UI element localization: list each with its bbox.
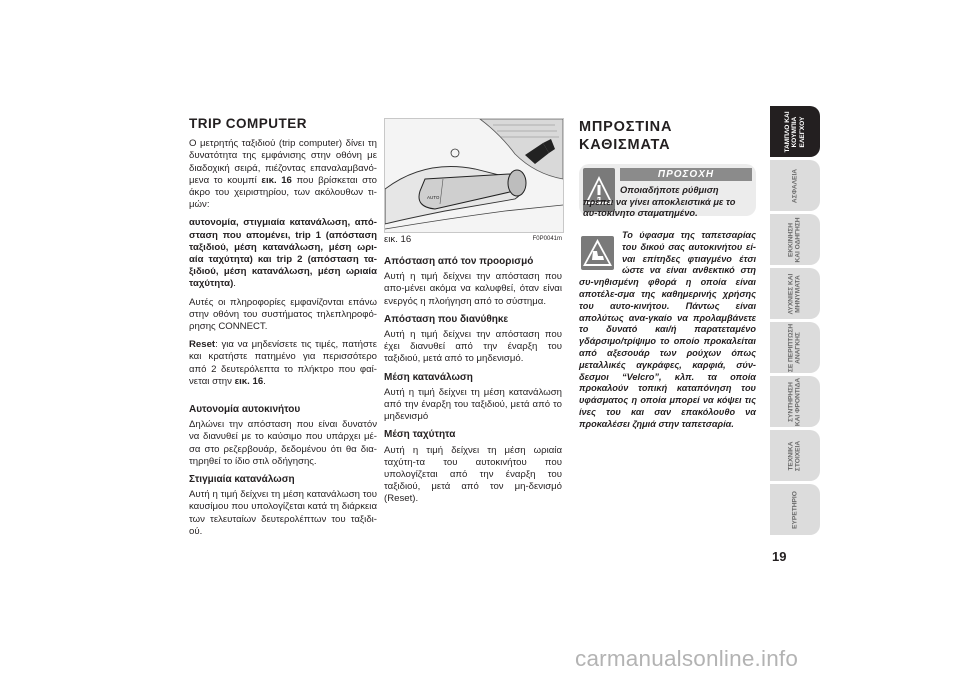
reset-paragraph bbox=[189, 339, 377, 388]
average-consumption-heading: Μέση κατανάλωση bbox=[384, 371, 473, 383]
figure-reference: εικ. 16 bbox=[261, 174, 292, 186]
tab-label: ΕΚΚΙΝΗΣΗ ΚΑΙ ΟΔΗΓΗΣΗ bbox=[787, 216, 802, 263]
reset-text: : για να μηδενίσετε τις τιμές, πατήστε και κρατήστε πατημένο για περισσότερο από 2 δευτερόλεπτα το πλήκτρο που φαί-νεται στην bbox=[189, 339, 377, 387]
tab-emergency[interactable] bbox=[770, 322, 820, 373]
tab-safety[interactable] bbox=[770, 160, 820, 211]
reset-end: . bbox=[263, 375, 266, 387]
tab-technical-data[interactable] bbox=[770, 430, 820, 481]
tab-label: ΛΥΧΝΙΕΣ ΚΑΙ ΜΗΝΥΜΑΤΑ bbox=[787, 273, 802, 314]
front-seats-title bbox=[579, 118, 756, 154]
average-consumption-text: Αυτή η τιμή δείχνει τη μέση κατανάλωση από την έναρξη του ταξιδιού, μετά από το μηδενισμό bbox=[384, 386, 562, 423]
distance-travelled-text: Αυτή η τιμή δείχνει την απόσταση που έχει διανυθεί από την έναρξη του ταξιδιού, μετά από το μηδενισμό. bbox=[384, 329, 562, 365]
connect-note: Αυτές οι πληροφορίες εμφανίζονται επάνω στην οθόνη του συστήματος τηλεπληροφό-ρησης CONNECT. bbox=[189, 296, 377, 333]
range-heading: Αυτονομία αυτοκινήτου bbox=[189, 404, 301, 416]
tab-label: ΤΑΜΠΛΟ ΚΑΙ ΚΟΥΜΠΙΑ ΕΛΕΓΧΟΥ bbox=[783, 110, 806, 153]
destination-distance-heading: Απόσταση από τον προορισμό bbox=[384, 256, 534, 267]
figure-16-lever-illustration bbox=[384, 118, 564, 233]
warning-box bbox=[579, 164, 756, 216]
seat-fabric-icon bbox=[581, 236, 614, 270]
fabric-care-text: Το ύφασμα της ταπετσαρίας του δικού σας αυτοκινήτου εί-ναι επίτηδες φτιαγμένο έτσι ώστε να είναι ανθεκτικό στη συ-νηθισμένη φθορά η οποία είναι αποτέλε-σμα της καθημερινής χρήσης του αυτο-κινήτου. Πάντως είναι απολύτως ανα-γκαίο να προλαμβάνετε το δυνατό και/ή παρατεταμένο γδάρσιμο/τρίψιμο το οποίο προκαλείται από αξεσουάρ των ρούχων όπως μεταλλικές αγκράφες, καρφιά, σύν-δεσμοι “Velcro”, κλπ. τα οποία προκαλούν τοπική καταπόνηση του υφάσματος η οποία μπορεί να κόψει τις ίνες του και σαν επακόλουθο να προκαλέσει ζημιά στην ταπετσαρία. bbox=[579, 230, 756, 429]
intro-text: Ο μετρητής ταξιδιού (trip computer) δίνει τη δυνατότητα της εμφάνισης στην οθόνη με διαδοχική σειρά, πιέζοντας επαναλαμβανό-μενα το κουμπί bbox=[189, 138, 377, 186]
fabric-care-note bbox=[579, 230, 756, 431]
values-end: . bbox=[233, 278, 236, 290]
title-line-2: ΚΑΘΙΣΜΑΤΑ bbox=[579, 137, 671, 153]
trip-values-section bbox=[384, 256, 562, 512]
tab-index[interactable] bbox=[770, 484, 820, 535]
distance-travelled-heading: Απόσταση που διανύθηκε bbox=[384, 313, 509, 325]
tab-label: ΑΣΦΑΛΕΙΑ bbox=[791, 168, 799, 203]
values-list-paragraph bbox=[189, 217, 377, 290]
reset-label: Reset bbox=[189, 339, 216, 351]
figure-reference: εικ. 16 bbox=[234, 375, 264, 387]
chapter-tabs bbox=[770, 106, 820, 538]
watermark: carmanualsonline.info bbox=[575, 646, 799, 671]
instant-consumption-text: Αυτή η τιμή δείχνει τη μέση κατανάλωση του καυσίμου που υπολογίζεται κατά τη διάρκεια των τελευταίων δευτερολέπτων του ταξιδι-ού. bbox=[189, 489, 377, 537]
intro-paragraph bbox=[189, 138, 377, 211]
tab-starting-driving[interactable] bbox=[770, 214, 820, 265]
title-line-1: ΜΠΡΟΣΤΙΝΑ bbox=[579, 119, 673, 135]
tab-warning-lights-messages[interactable] bbox=[770, 268, 820, 319]
front-seats-section bbox=[579, 118, 756, 431]
instant-consumption-heading: Στιγμιαία κατανάλωση bbox=[189, 474, 295, 486]
tab-maintenance-care[interactable] bbox=[770, 376, 820, 427]
page-number: 19 bbox=[772, 549, 787, 564]
trip-computer-section bbox=[189, 118, 377, 544]
range-text: Δηλώνει την απόσταση που είναι δυνατόν να διανυθεί με το καύσιμο που υπάρχει μέ-σα στο ρεζερβουάρ, δεδομένου ότι θα δια-τηρηθεί το ίδιο στιλ οδήγησης. bbox=[189, 419, 377, 467]
intro-end-text: που βρίσκεται στο άκρο του χειριστηρίου, των ακόλουθων τι-μών: bbox=[189, 174, 377, 211]
destination-distance-text: Αυτή η τιμή δείχνει την απόσταση που απο-μένει ακόμα να καλυφθεί, όταν είναι ενεργός η πλοήγηση από το σύστημα. bbox=[384, 271, 562, 307]
tab-dashboard-controls[interactable] bbox=[770, 106, 820, 157]
figure-code: F0P0041m bbox=[532, 236, 562, 242]
tab-label: ΤΕΧΝΙΚΑ ΣΤΟΙΧΕΙΑ bbox=[787, 440, 802, 471]
warning-text: Οποιαδήποτε ρύθμιση πρέπει να γίνει αποκλειστικά με το αυ-τοκίνητο σταματημένο. bbox=[583, 185, 736, 218]
figure-label: εικ. 16 bbox=[384, 234, 412, 245]
average-speed-text: Αυτή η τιμή δείχνει τη μέση ωριαία ταχύτη-τα του αυτοκινήτου που υπολογίζεται από την έναρξη του ταξιδιού, μετά από τον μη-δενισμό (Reset). bbox=[384, 444, 562, 505]
values-list: αυτονομία, στιγμιαία κατανάλωση, από-σταση που απομένει, trip 1 (απόσταση ταξιδιού, μέση κατανάλωση, μέση ωρι-αία ταχύτητα) και trip 2 (απόσταση τα-ξιδιού, μέση κατανάλωση, μέση ωριαία ταχύτητα) bbox=[189, 217, 377, 290]
figure-caption bbox=[384, 234, 562, 248]
tab-label: ΕΥΡΕΤΗΡΙΟ bbox=[791, 490, 799, 529]
tab-label: ΣΕ ΠΕΡΙΠΤΩΣΗ ΑΝΑΓΚΗΣ bbox=[787, 323, 802, 372]
warning-header: ΠΡΟΣΟΧΗ bbox=[620, 168, 752, 181]
tab-label: ΣΥΝΤΗΡΗΣΗ ΚΑΙ ΦΡΟΝΤΙΔΑ bbox=[787, 377, 802, 426]
lever-auto-label: AUTO bbox=[427, 195, 440, 200]
stalk-illustration bbox=[385, 119, 563, 232]
average-speed-heading: Μέση ταχύτητα bbox=[384, 429, 456, 441]
section-title: TRIP COMPUTER bbox=[189, 116, 308, 131]
